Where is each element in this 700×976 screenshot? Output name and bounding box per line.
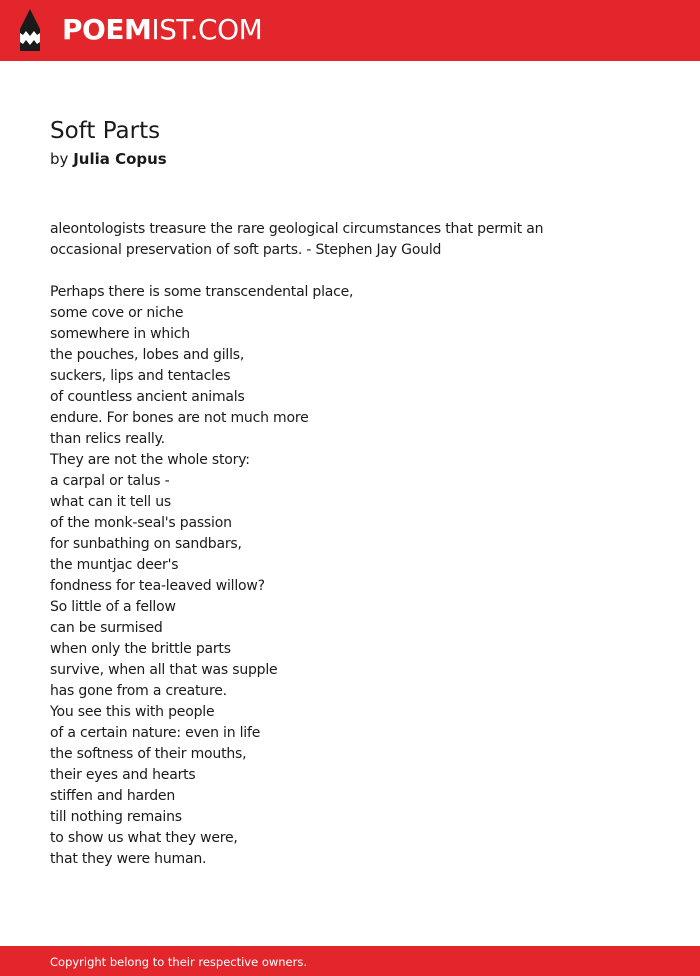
poem-line: endure. For bones are not much more [50,410,309,426]
poem-title: Soft Parts [50,118,161,144]
poem-line: their eyes and hearts [50,767,196,783]
poem-line: of the monk-seal's passion [50,515,232,531]
epigraph-line: occasional preservation of soft parts. - Stephen Jay Gould [50,242,442,258]
poem-line: the pouches, lobes and gills, [50,347,245,363]
poem-line: the muntjac deer's [50,557,179,573]
poem-line: can be surmised [50,620,163,636]
poem-line: the softness of their mouths, [50,746,247,762]
poem-line: some cove or niche [50,305,184,321]
poem-line: stiffen and harden [50,788,175,804]
poem-line: fondness for tea-leaved willow? [50,578,265,594]
stanza-gap [50,261,660,282]
site-logo[interactable] [62,12,262,48]
poem-line: till nothing remains [50,809,182,825]
by-label: by [50,150,69,168]
epigraph-line: aleontologists treasure the rare geological circumstances that permit an [50,221,544,237]
poem-line: than relics really. [50,431,165,447]
poem-line: that they were human. [50,851,207,867]
poem-stanza [50,282,660,870]
poem-line: Perhaps there is some transcendental place, [50,284,354,300]
site-footer [0,946,700,976]
poem-line: of countless ancient animals [50,389,245,405]
poem-line: survive, when all that was supple [50,662,278,678]
poem-line: when only the brittle parts [50,641,231,657]
site-header [0,0,700,61]
poem-line: has gone from a creature. [50,683,227,699]
poem-line: to show us what they were, [50,830,238,846]
poem-line: So little of a fellow [50,599,176,615]
poem-epigraph [50,219,660,261]
poem-author: Julia Copus [73,150,167,168]
poem-line: suckers, lips and tentacles [50,368,231,384]
poem-line: of a certain nature: even in life [50,725,261,741]
poem-line: what can it tell us [50,494,171,510]
pencil-tip-icon[interactable] [17,9,43,51]
poem-line: a carpal or talus - [50,473,170,489]
poem-line: You see this with people [50,704,215,720]
poem-line: somewhere in which [50,326,190,342]
poem-line: They are not the whole story: [50,452,250,468]
poem-line: for sunbathing on sandbars, [50,536,242,552]
logo-text-light: IST.COM [151,13,263,46]
poem-body [50,219,660,870]
copyright-notice: Copyright belong to their respective owners. [50,955,308,969]
poem-byline [50,149,167,169]
logo-text-bold: POEM [62,13,152,46]
